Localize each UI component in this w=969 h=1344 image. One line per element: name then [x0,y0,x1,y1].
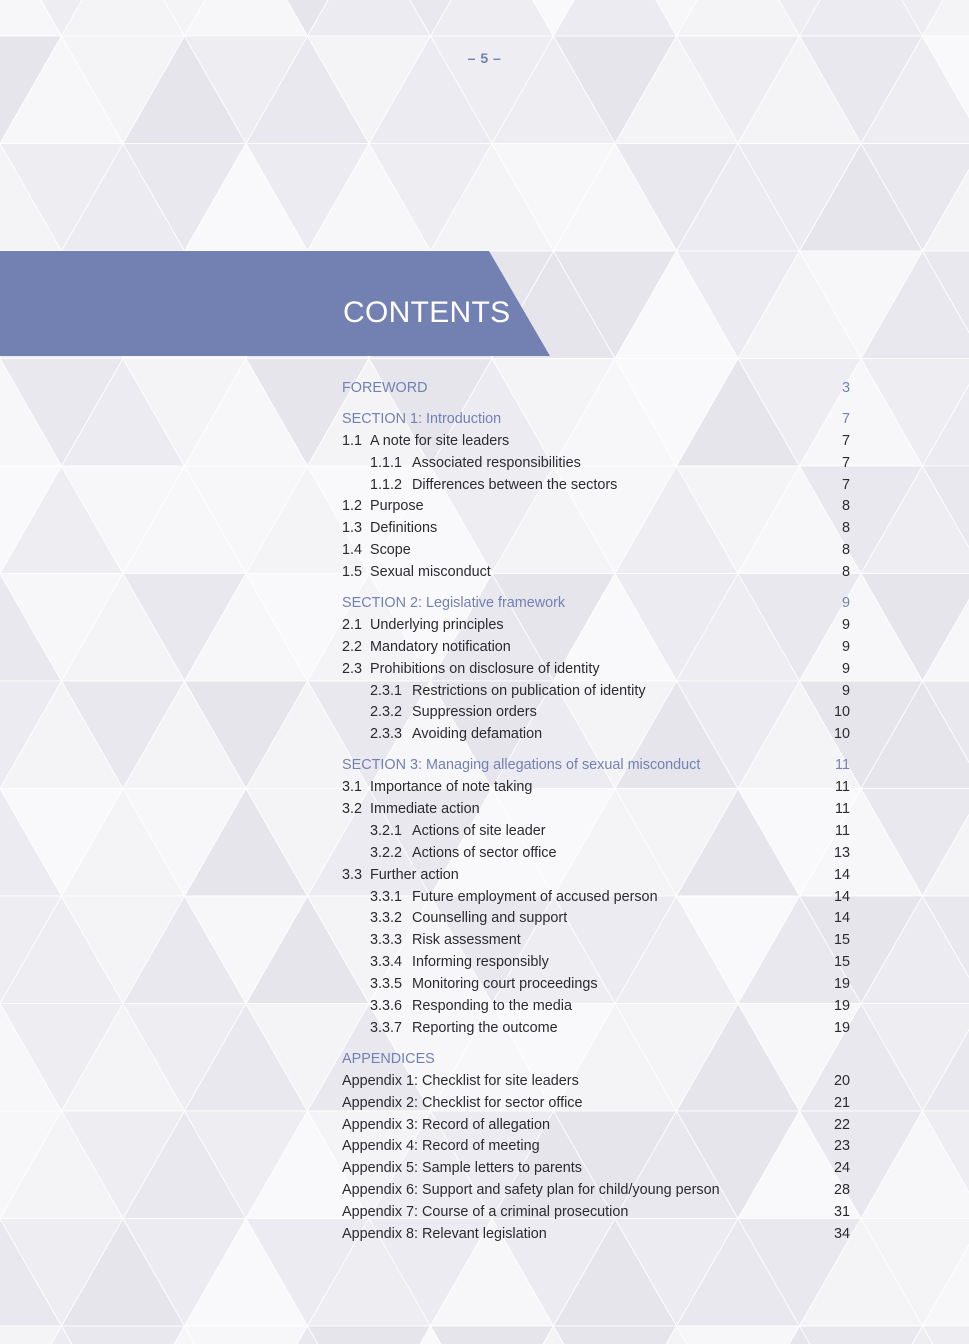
toc-entry[interactable] [342,1224,850,1246]
toc-entry-label: Appendix 6: Support and safety plan for child/young person [342,1182,720,1199]
toc-entry-label: Appendix 4: Record of meeting [342,1138,540,1155]
toc-entry[interactable] [342,496,850,518]
toc-entry[interactable] [342,1136,850,1158]
toc-page-number: 14 [833,910,850,927]
toc-entry-label: Appendix 5: Sample letters to parents [342,1160,582,1177]
toc-entry-label: Responding to the media [412,998,573,1015]
toc-page-number: 8 [841,542,850,559]
toc-page-number: 9 [841,616,850,633]
toc-entry-title [342,409,501,431]
toc-entry-title [370,996,572,1018]
toc-entry-label: Monitoring court proceedings [412,976,598,993]
toc-entry-label: FOREWORD [342,380,428,396]
toc-entry-number: 2.3 [342,660,363,677]
toc-entry-title [342,637,511,659]
toc-entry-label: Sexual misconduct [370,564,491,581]
toc-entry[interactable] [342,659,850,681]
toc-entry[interactable] [342,540,850,562]
toc-page-number: 14 [833,866,850,883]
toc-entry-label: Risk assessment [412,932,521,949]
toc-entry-number: 1.5 [342,564,363,581]
toc-entry-number: 3.3.1 [370,888,403,905]
toc-entry-label: Reporting the outcome [412,1019,558,1036]
toc-entry-title [342,593,565,615]
toc-entry[interactable] [342,865,850,887]
toc-page-number: 19 [833,998,850,1015]
toc-entry-label: A note for site leaders [370,432,510,449]
toc-entry-label: Avoiding defamation [412,726,543,743]
toc-entry-title [342,496,424,518]
toc-entry-label: Appendix 7: Course of a criminal prosecution [342,1204,629,1221]
toc-section-heading[interactable] [342,755,850,777]
toc-entry-title [342,755,700,777]
toc-page-number: 11 [835,779,850,796]
toc-entry[interactable] [342,799,850,821]
toc-entry-title [370,843,557,865]
toc-entry[interactable] [342,431,850,453]
toc-page-number: 10 [833,726,850,743]
toc-page-number: 11 [835,822,850,839]
toc-entry-title [342,1224,547,1246]
toc-entry-title [342,865,459,887]
toc-entry-label: APPENDICES [342,1050,435,1067]
toc-entry[interactable] [342,518,850,540]
toc-entry-label: Suppression orders [412,704,537,721]
toc-entry-title [370,821,546,843]
toc-entry-label: Associated responsibilities [412,454,581,471]
toc-entry-title [342,378,428,400]
toc-entry-label: Actions of sector office [412,844,557,861]
toc-entry[interactable] [342,821,850,843]
toc-entry[interactable] [342,475,850,497]
table-of-contents [342,378,850,1246]
toc-page-number: 24 [833,1160,850,1177]
toc-page-number: 19 [833,976,850,993]
toc-entry-title [342,562,491,584]
toc-entry-number: 3.3 [342,866,363,883]
toc-entry-title [370,952,549,974]
toc-section-heading[interactable] [342,378,850,400]
toc-page-number: 11 [835,757,850,774]
toc-entry-number: 1.1 [342,432,363,449]
toc-entry[interactable] [342,637,850,659]
toc-entry[interactable] [342,562,850,584]
toc-entry-label: Future employment of accused person [412,888,658,905]
toc-page-number: 23 [833,1138,850,1155]
toc-entry[interactable] [342,615,850,637]
toc-entry[interactable] [342,681,850,703]
toc-entry-number: 1.1.2 [370,476,403,493]
toc-page-number: 15 [833,954,850,971]
toc-entry[interactable] [342,1115,850,1137]
toc-page-number: 21 [833,1094,850,1111]
toc-entry-title [370,887,658,909]
toc-entry-title [370,974,598,996]
toc-entry-label: Appendix 8: Relevant legislation [342,1225,547,1242]
toc-page-number: 7 [841,476,850,493]
toc-entry-number: 2.2 [342,638,363,655]
page-title: CONTENTS [343,296,511,329]
toc-page-number: 28 [833,1182,850,1199]
toc-entry-label: Scope [370,542,411,559]
toc-page-number: 20 [833,1072,850,1089]
toc-entry-title [342,1115,550,1137]
toc-page-number: 13 [833,844,850,861]
toc-entry-number: 3.3.4 [370,954,403,971]
toc-entry-label: Differences between the sectors [412,476,618,493]
toc-entry-number: 1.1.1 [370,454,403,471]
toc-entry-title [370,681,646,703]
toc-entry[interactable] [342,908,850,930]
toc-page-number: 10 [833,704,850,721]
toc-page-number: 3 [841,380,850,396]
toc-entry[interactable] [342,702,850,724]
toc-page-number: 9 [841,595,850,612]
toc-entry-label: SECTION 1: Introduction [342,410,502,427]
toc-entry-number: 2.1 [342,616,363,633]
toc-entry[interactable] [342,843,850,865]
toc-entry[interactable] [342,930,850,952]
toc-entry-title [370,453,581,475]
toc-entry-label: Actions of site leader [412,822,546,839]
toc-entry-number: 1.2 [342,498,363,515]
toc-entry-number: 3.2.1 [370,822,403,839]
toc-entry-number: 3.3.6 [370,998,403,1015]
toc-entry-title [342,1158,582,1180]
toc-entry-label: Purpose [370,498,424,515]
toc-entry-label: SECTION 3: Managing allegations of sexual misconduct [342,757,701,774]
toc-entry-number: 3.2.2 [370,844,403,861]
toc-entry-label: Importance of note taking [370,779,533,796]
toc-page-number: 14 [833,888,850,905]
toc-page-number: 19 [833,1019,850,1036]
toc-entry-title [342,1202,628,1224]
toc-entry-number: 1.3 [342,520,363,537]
toc-entry[interactable] [342,724,850,746]
toc-entry-number: 1.4 [342,542,363,559]
toc-page-number: 9 [841,682,850,699]
toc-section-heading[interactable] [342,593,850,615]
toc-entry-label: Appendix 1: Checklist for site leaders [342,1072,579,1089]
toc-entry-label: Underlying principles [370,616,504,633]
toc-entry-label: Informing responsibly [412,954,549,971]
toc-entry-title [342,1136,540,1158]
toc-entry-label: Appendix 2: Checklist for sector office [342,1094,583,1111]
toc-page-number: 8 [841,520,850,537]
toc-entry-number: 2.3.3 [370,726,403,743]
toc-entry-title [342,777,532,799]
toc-entry-number: 2.3.2 [370,704,403,721]
toc-entry[interactable] [342,777,850,799]
toc-entry-number: 3.2 [342,801,363,818]
toc-entry-label: Definitions [370,520,438,537]
toc-entry[interactable] [342,453,850,475]
toc-entry-label: SECTION 2: Legislative framework [342,595,566,612]
toc-entry-label: Prohibitions on disclosure of identity [370,660,600,677]
toc-entry-title [342,659,600,681]
toc-entry-label: Restrictions on publication of identity [412,682,646,699]
toc-page-number: 15 [833,932,850,949]
toc-entry-label: Immediate action [370,801,480,818]
toc-entry[interactable] [342,952,850,974]
toc-entry-number: 3.1 [342,779,363,796]
toc-entry[interactable] [342,1093,850,1115]
toc-entry[interactable] [342,887,850,909]
toc-entry[interactable] [342,1180,850,1202]
toc-page-number: 7 [841,454,850,471]
toc-entry-label: Further action [370,866,459,883]
toc-entry-title [370,475,617,497]
toc-entry-title [370,724,542,746]
toc-entry-number: 3.3.2 [370,910,403,927]
toc-section-heading[interactable] [342,1049,850,1071]
toc-entry-title [342,1180,720,1202]
toc-page-number: 34 [833,1225,850,1242]
toc-entry-title [342,799,480,821]
toc-entry-title [370,1018,558,1040]
toc-page-number: 7 [841,410,850,427]
toc-entry-number: 3.3.7 [370,1019,403,1036]
toc-entry[interactable] [342,1018,850,1040]
toc-page-number: 11 [835,801,850,818]
toc-entry-title [370,908,567,930]
page-number: – 5 – [467,50,502,66]
toc-entry-label: Mandatory notification [370,638,511,655]
toc-entry-number: 3.3.3 [370,932,403,949]
toc-entry-title [342,518,437,540]
toc-page-number: 8 [841,498,850,515]
toc-entry[interactable] [342,1071,850,1093]
toc-entry-number: 2.3.1 [370,682,403,699]
toc-page-number: 31 [833,1204,850,1221]
toc-page-number: 8 [841,564,850,581]
toc-entry-title [370,702,537,724]
toc-entry-title [342,615,504,637]
toc-entry-title [342,431,509,453]
toc-page-number: 9 [841,638,850,655]
toc-entry-title [370,930,521,952]
toc-entry[interactable] [342,1158,850,1180]
toc-page-number: 9 [841,660,850,677]
toc-entry-label: Counselling and support [412,910,568,927]
toc-entry-title [342,1049,435,1071]
toc-page-number: 7 [841,432,850,449]
toc-entry[interactable] [342,1202,850,1224]
toc-entry[interactable] [342,996,850,1018]
toc-entry-title [342,540,411,562]
toc-entry-title [342,1071,579,1093]
toc-entry[interactable] [342,974,850,996]
toc-entry-label: Appendix 3: Record of allegation [342,1116,551,1133]
toc-entry-title [342,1093,583,1115]
toc-section-heading[interactable] [342,409,850,431]
toc-page-number: 22 [833,1116,850,1133]
toc-entry-number: 3.3.5 [370,976,403,993]
